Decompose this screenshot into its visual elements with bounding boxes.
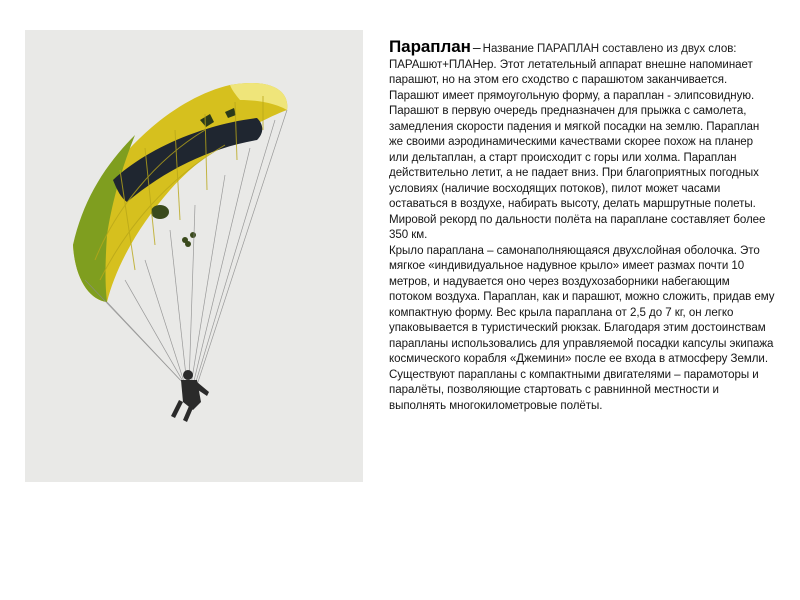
title-dash: – xyxy=(472,39,481,55)
paragraph-1 xyxy=(389,38,775,244)
page-title: Параплан xyxy=(389,37,471,56)
paraglider-image-icon xyxy=(25,30,363,482)
paragraph-2: Крыло параплана – самонаполняющаяся двухслойная оболочка. Это мягкое «индивидуальное надувное крыло» имеет размах почти 10 метров, и надувается оно через воздухозаборники набегающим потоком воздуха. Параплан, как и парашют, можно сложить, придав ему компактную форму. Вес крыла параплана от 2,5 до 7 кг, он легко упаковывается в туристический рюкзак. Благодаря этим достоинствам парапланы использовались для управляемой посадки капсулы экипажа космического корабля «Джемини» после ее входа в атмосферу Земли. Существуют парапланы с компактными двигателями – парамоторы и паралёты, позволяющие стартовать с равнинной местности и выполнять многокилометровые полёты. xyxy=(389,244,775,412)
paragraph-1-body: слов: ПАРАшют+ПЛАНер. Этот летательный аппарат внешне напоминает парашют, но на этом его сходство с парашютом заканчивается. Парашют имеет прямоугольную форму, а параплан - элипсовидную. Парашют в первую очередь предназначен для прыжка с самолета, замедления скорости падения и мягкой посадки на землю. Параплан же своими аэродинамическими качествами скорее похож на планер или дельтаплан, а старт происходит с горы или холма. Параплан действительно летит, а не падает вниз. При благоприятных погодных условиях (наличие восходящих потоков), пилот может часами оставаться в воздухе, набирать высоту, делать маршрутные полеты. Мировой рекорд по дальности полёта на параплане составляет более 350 км. xyxy=(389,43,766,241)
paraglider-photo xyxy=(25,30,363,482)
paragraph-1-lead: Название ПАРАПЛАН составлено из двух xyxy=(482,43,706,55)
slide-text xyxy=(389,38,775,414)
